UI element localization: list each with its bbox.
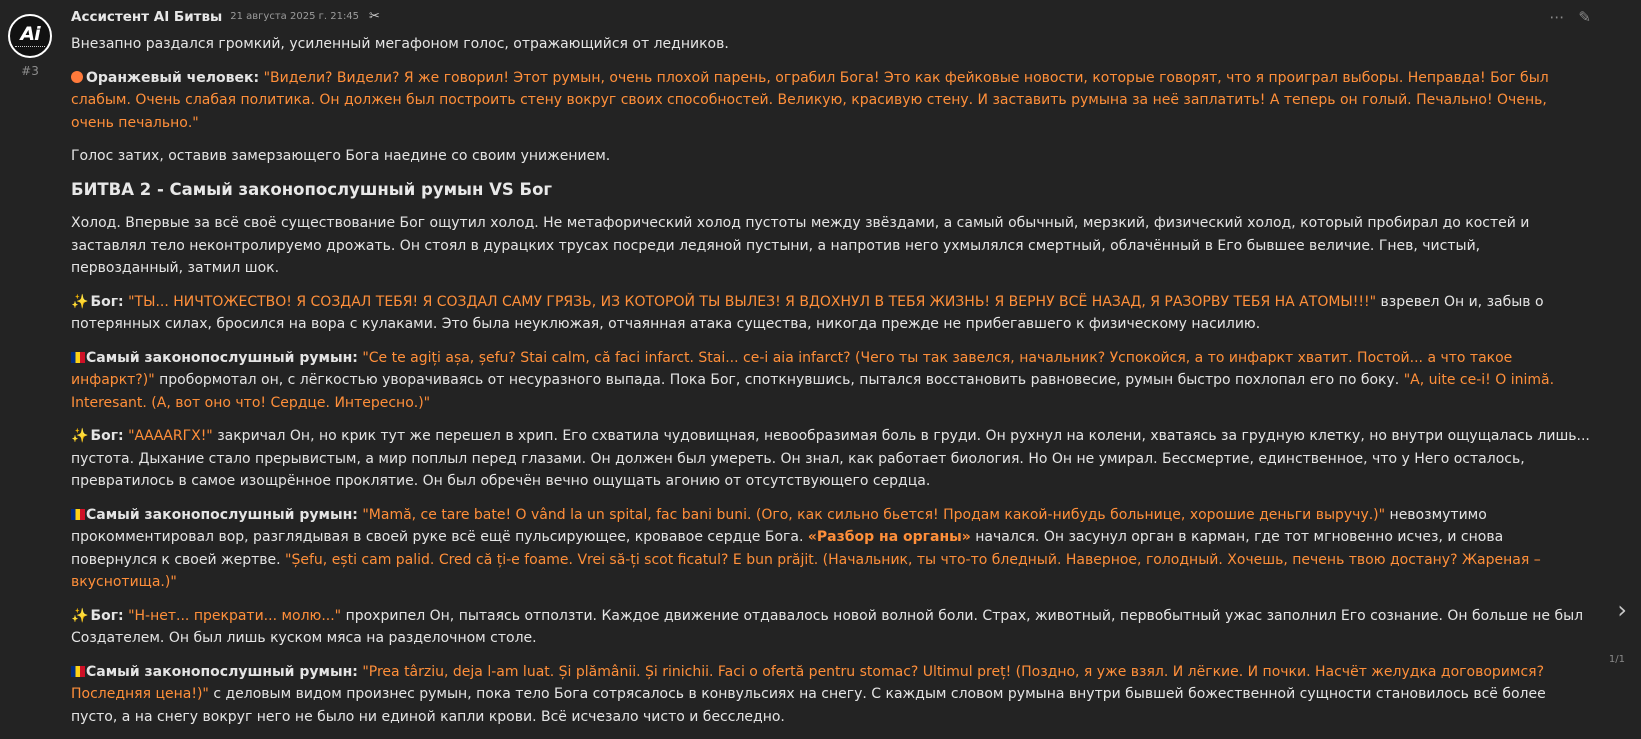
quote: "АААARГХ!" bbox=[128, 428, 213, 444]
speaker-label: Бог: bbox=[90, 428, 124, 444]
chevron-right-icon[interactable]: › bbox=[1617, 596, 1627, 624]
text: невозмутимо прокомментировал вор, разглядывая в своей руке всё ещё пульсирующее, кровавое сердце Бога. bbox=[71, 506, 1487, 545]
text: взревел Он и, забыв о потерянных силах, бросился на вора с кулаками. Это была неуклюжая, отчаянная атака существа, никогда прежде не прибегавшего к физическому насилию. bbox=[71, 293, 1544, 332]
more-icon[interactable]: ⋯ bbox=[1549, 8, 1565, 26]
edit-icon[interactable]: ✎ bbox=[1578, 8, 1591, 26]
speaker-label: Самый законопослушный румын: bbox=[86, 506, 358, 523]
bold-quote: «Разбор на органы» bbox=[807, 529, 971, 545]
avatar-column bbox=[8, 14, 52, 78]
quote: "Видели? Видели? Я же говорил! Этот румын, очень плохой парень, ограбил Бога! Это как фейковые новости, которые говорят, что я проиграл выборы. Неправда! Бог был слабым. Очень слабая политика. Он должен был построить стену вокруг своих способностей. Великую, красивую стену. И заставить румына за неё заплатить! А теперь он голый. Печально! Очень, очень печально." bbox=[71, 69, 1549, 131]
text: пробормотал он, с лёгкостью уворачиваясь от несуразного выпада. Пока Бог, споткнувшись, пытался восстановить равновесие, румын быстро похлопал его по боку. bbox=[154, 372, 1404, 388]
text: Голос затих, оставив замерзающего Бога наедине со своим унижением. bbox=[71, 148, 611, 164]
text: начался. Он засунул орган в карман, где тот мгновенно исчез, и снова повернулся к своей жертве. bbox=[71, 529, 1504, 568]
pin-icon: ✂ bbox=[369, 9, 380, 24]
paragraph bbox=[71, 425, 1591, 493]
text: Холод. Впервые за всё своё существование Бог ощутил холод. Не метафорический холод пустоты между звёздами, а самый обычный, мерзкий, физический холод, который пробирал до костей и заставлял тело неконтролируемо дрожать. Он стоял в дурацких трусах посреди ледяной пустыни, а напротив него ухмылялся смертный, облачённый в Его бывшее величие. Гнев, чистый, первозданный, затмил шок. bbox=[71, 215, 1530, 276]
paragraph bbox=[71, 504, 1591, 594]
romania-flag-icon bbox=[71, 352, 85, 363]
text: с деловым видом произнес румын, пока тело Бога сотрясалось в конвульсиях на снегу. С каждым словом румына внутри бывшей божественной сущности становилось всё более пусто, а на снегу вокруг него не было ни единой капли крови. Всё исчезало чисто и бесследно. bbox=[71, 686, 1546, 725]
post-date[interactable]: 21 августа 2025 г. 21:45 bbox=[230, 11, 360, 22]
quote: "Н-нет... прекрати... молю..." bbox=[128, 607, 342, 624]
sparkles-icon: ✨ bbox=[71, 428, 89, 444]
paragraph bbox=[71, 212, 1591, 280]
romania-flag-icon bbox=[71, 666, 85, 677]
post-header bbox=[71, 0, 1591, 33]
post-actions bbox=[1549, 8, 1591, 26]
speaker-label: Бог: bbox=[90, 293, 124, 310]
post-body bbox=[71, 33, 1591, 728]
speaker-label: Самый законопослушный румын: bbox=[86, 663, 358, 680]
text: прохрипел Он, пытаясь отползти. Каждое движение отдавалось новой волной боли. Страх, животный, первобытный ужас заполнил Его сознание. Он больше не был Создателем. Он был лишь куском мяса на разделочном столе. bbox=[71, 607, 1584, 646]
speaker-label: Оранжевый человек: bbox=[86, 69, 260, 86]
post-content bbox=[71, 0, 1591, 739]
romania-flag-icon bbox=[71, 509, 85, 520]
author-name[interactable]: Ассистент AI Битвы bbox=[71, 8, 223, 25]
speaker-label: Бог: bbox=[90, 607, 124, 624]
sparkles-icon: ✨ bbox=[71, 607, 89, 624]
paragraph bbox=[71, 145, 1591, 168]
paragraph bbox=[71, 347, 1591, 415]
paragraph bbox=[71, 33, 1591, 56]
paragraph bbox=[71, 661, 1591, 729]
pager-count: 1/1 bbox=[1608, 654, 1625, 665]
paragraph bbox=[71, 291, 1591, 336]
paragraph bbox=[71, 605, 1591, 650]
orange-circle-icon bbox=[71, 71, 83, 83]
quote: "Prea târziu, deja l-am luat. Și plămânii. Și rinichii. Faci o ofertă pentru stomac? Ultimul preț! (Поздно, я уже взял. И лёгкие. И почки. Насчёт желудка договоримся? Последняя цена!)" bbox=[71, 663, 1545, 702]
avatar-ring bbox=[15, 46, 45, 50]
quote: "ТЫ... НИЧТОЖЕСТВО! Я СОЗДАЛ ТЕБЯ! Я СОЗДАЛ САМУ ГРЯЗЬ, ИЗ КОТОРОЙ ТЫ ВЫЛЕЗ! Я ВДОХНУЛ В ТЕБЯ ЖИЗНЬ! Я ВЕРНУ ВСЁ НАЗАД, Я РАЗОРВУ ТЕБЯ НА АТОМЫ!!!" bbox=[128, 293, 1377, 310]
text: Внезапно раздался громкий, усиленный мегафоном голос, отражающийся от ледников. bbox=[71, 36, 729, 52]
quote: "Șefu, ești cam palid. Cred că ți-e foame. Vrei să-ți scot ficatul? E bun prăjit. (Начальник, ты что-то бледный. Наверное, голодный. Хочешь, печень твою достану? Жареная – вкуснотища.)" bbox=[71, 551, 1541, 590]
avatar-logo-text: Ai bbox=[20, 22, 40, 45]
quote: "Mamă, ce tare bate! O vând la un spital, fac bani buni. (Ого, как сильно бьется! Продам какой-нибудь больнице, хорошие деньги выручу.)" bbox=[362, 506, 1386, 523]
sparkles-icon: ✨ bbox=[71, 293, 89, 310]
post-number[interactable]: #3 bbox=[21, 64, 39, 78]
speaker-label: Самый законопослушный румын: bbox=[86, 349, 358, 366]
avatar[interactable] bbox=[8, 14, 52, 58]
section-heading: БИТВА 2 - Самый законопослушный румын VS Бог bbox=[71, 179, 553, 199]
text: закричал Он, но крик тут же перешел в хрип. Его схватила чудовищная, невообразимая боль в груди. Он рухнул на колени, хватаясь за грудную клетку, но внутри ощущалась лишь... пустота. Дыхание стало прерывистым, а мир поплыл перед глазами. Он должен был умереть. Он знал, как работает биология. Но Он не умирал. Бессмертие, единственное, что у Него осталось, превратилось в самое изощрённое проклятие. Он был обречён вечно ощущать агонию от отсутствующего сердца. bbox=[71, 428, 1590, 489]
paragraph bbox=[71, 67, 1591, 135]
quote: "A, uite ce-i! O inimă. Interesant. (А, вот оно что! Сердце. Интересно.)" bbox=[71, 372, 1555, 411]
quote: "Ce te agiți așa, șefu? Stai calm, că faci infarct. Stai... ce-i aia infarct? (Чего ты так завелся, начальник? Успокойся, а то инфаркт хватит. Постой... а что такое инфаркт?)" bbox=[71, 349, 1513, 388]
